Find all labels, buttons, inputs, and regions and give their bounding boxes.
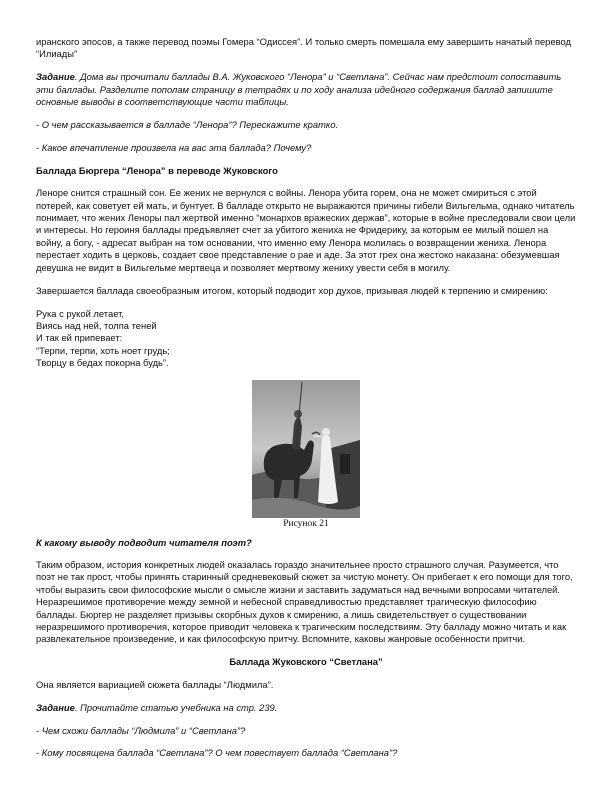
question-2: - Какое впечатление произвела на вас эта баллада? Почему?	[36, 141, 312, 153]
paragraph-ending: Завершается баллада своеобразным итогом, который подводит хор духов, призывая людей к терпению и смирению:	[36, 284, 548, 296]
poem-line: Рука с рукой летает,	[36, 307, 124, 319]
poem-line: И так ей припевает:	[36, 332, 123, 344]
paragraph-variation: Она является вариацией сюжета баллады “Людмила”.	[36, 678, 274, 690]
task-label: Задание	[36, 71, 75, 83]
heading-svetlana: Баллада Жуковского “Светлана”	[229, 656, 383, 668]
paragraph-lenora-summary: Леноре снится страшный сон. Ее жених не вернулся с войны. Ленора убита горем, она не может смириться с этой потерей, как советует ей мать, и бунтует. В балладе открыто не выражаются причины гибели Вильгельма, однако читатель понимает, что жених Леноры пал жертвой именно “монархов вражеских держав”, которые в войне преследовали свои цели и интересы. Но героиня баллады предъявляет счет за убитого жениха не Фридерику, за которым ее милый пошел на войну, а богу, - адресат выбран на том основании, что именно ему Ленора молилась о возвращении жениха. Ленора перестает ходить в церковь, создает свое представление о рае и аде. За этот грех она жестоко наказана: обезумевшая девушка не видит в Вильгельме мертвеца и позволяет мертвому жениху увести себя в могилу.	[36, 187, 576, 273]
document-page	[36, 36, 576, 770]
poem-line: “Терпи, терпи, хоть ноет грудь;	[36, 344, 170, 356]
task-text: . Дома вы прочитали баллады В.А. Жуковского “Ленора” и “Светлана”. Сейчас нам предстоит сопоставить эти баллады. Разделите пополам страницу в тетрадях и по ходу анализа идейного содержания баллад запишите основные выводы в соответствующие части таблицы.	[36, 71, 562, 108]
figure	[36, 380, 576, 530]
task-label: Задание	[36, 701, 75, 713]
question-heading: К какому выводу подводит читателя поэт?	[36, 536, 252, 548]
paragraph-intro: иранского эпосов, а также перевод поэмы Гомера “Одиссея”. И только смерть помешала ему завершить начатый перевод “Илиады”	[36, 36, 571, 60]
question-3: - Чем схожи баллады “Людмила” и “Светлана”?	[36, 724, 246, 736]
question-4: - Кому посвящена баллада “Светлана”? О чем повествует баллада “Светлана”?	[36, 747, 398, 759]
question-1: - О чем рассказывается в балладе “Ленора”? Перескажите кратко.	[36, 119, 339, 131]
illustration-knight-and-maiden	[252, 380, 360, 518]
poem-line: Творцу в бедах покорна будь”.	[36, 357, 169, 369]
paragraph-conclusion: Таким образом, история конкретных людей оказалась гораздо значительнее просто страшного случая. Разумеется, что поэт не так прост, чтобы принять старинный средневековый сюжет за чистую монету. Он прибегает к его помощи для того, чтобы выразить свои философские мысли о смысле жизни и заставить задуматься над вечными вопросами читателей. Неразрешимое противоречие между земной и небесной справедливостью представляет трагическую философию баллады. Бюргер не разделяет призывы скорбных духов к смирению, а лишь свидетельствует о существовании неразрешимого противоречия, которое приводит человека к трагическим последствиям. Эту балладу можно читать и как развлекательное произведение, и как философскую притчу. Вспомните, каковы жанровые особенности притчи.	[36, 558, 573, 645]
poem-line: Виясь над ней, толпа теней	[36, 319, 157, 331]
poem	[36, 308, 576, 370]
task-text: . Прочитайте статью учебника на стр. 239.	[74, 701, 278, 713]
heading-lenora: Баллада Бюргера “Ленора” в переводе Жуковского	[36, 164, 278, 176]
figure-caption: Рисунок 21	[283, 518, 329, 529]
task-paragraph-2	[36, 702, 576, 714]
task-paragraph-1	[36, 71, 576, 108]
